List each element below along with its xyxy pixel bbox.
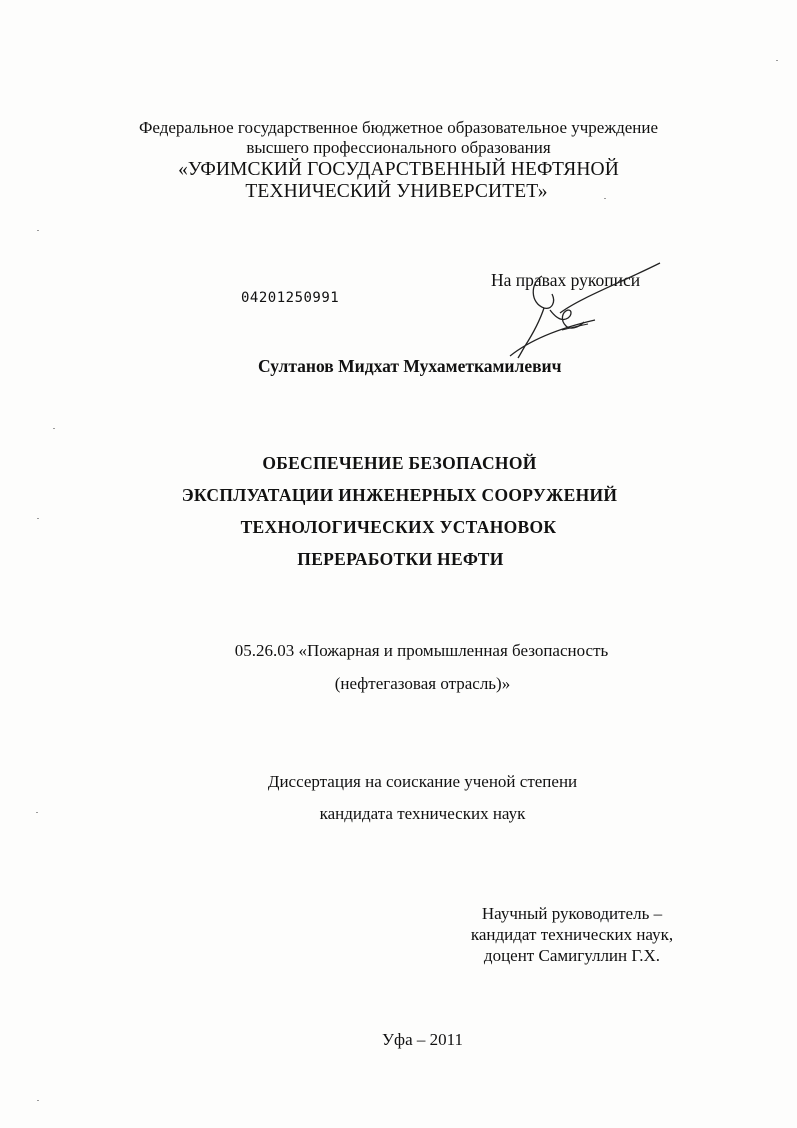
degree-line-1: Диссертация на соискание ученой степени [267, 772, 578, 791]
place-year: Уфа – 2011 [382, 1030, 463, 1049]
institution-line-4: ТЕХНИЧЕСКИЙ УНИВЕРСИТЕТ» [245, 181, 548, 202]
thesis-title-line-3: ТЕХНОЛОГИЧЕСКИХ УСТАНОВОК [240, 517, 557, 537]
specialty-line-1: 05.26.03 «Пожарная и промышленная безопасность [234, 641, 609, 660]
supervisor-line-3: доцент Самигуллин Г.Х. [483, 946, 661, 965]
author-name: Султанов Мидхат Мухаметкамилевич [258, 356, 562, 376]
thesis-title-line-4: ПЕРЕРАБОТКИ НЕФТИ [297, 549, 504, 569]
institution-line-3: «УФИМСКИЙ ГОСУДАРСТВЕННЫЙ НЕФТЯНОЙ [178, 159, 619, 180]
scan-speck [776, 60, 778, 61]
specialty-line-2: (нефтегазовая отрасль)» [334, 674, 511, 693]
institution-line-2: высшего профессионального образования [246, 138, 551, 157]
scan-speck [53, 428, 55, 429]
thesis-title-line-2: ЭКСПЛУАТАЦИИ ИНЖЕНЕРНЫХ СООРУЖЕНИЙ [181, 485, 618, 505]
signature-scribble [500, 258, 680, 368]
thesis-title-line-1: ОБЕСПЕЧЕНИЕ БЕЗОПАСНОЙ [262, 453, 537, 473]
rights-note: На правах рукописи [491, 270, 641, 290]
supervisor-line-2: кандидат технических наук, [470, 925, 674, 944]
registration-stamp-number: 04201250991 [241, 290, 340, 306]
degree-line-2: кандидата технических наук [319, 804, 526, 823]
institution-line-1: Федеральное государственное бюджетное образовательное учреждение [138, 118, 659, 137]
supervisor-line-1: Научный руководитель – [481, 904, 663, 923]
scan-speck [37, 1100, 39, 1101]
scan-speck [37, 230, 39, 231]
